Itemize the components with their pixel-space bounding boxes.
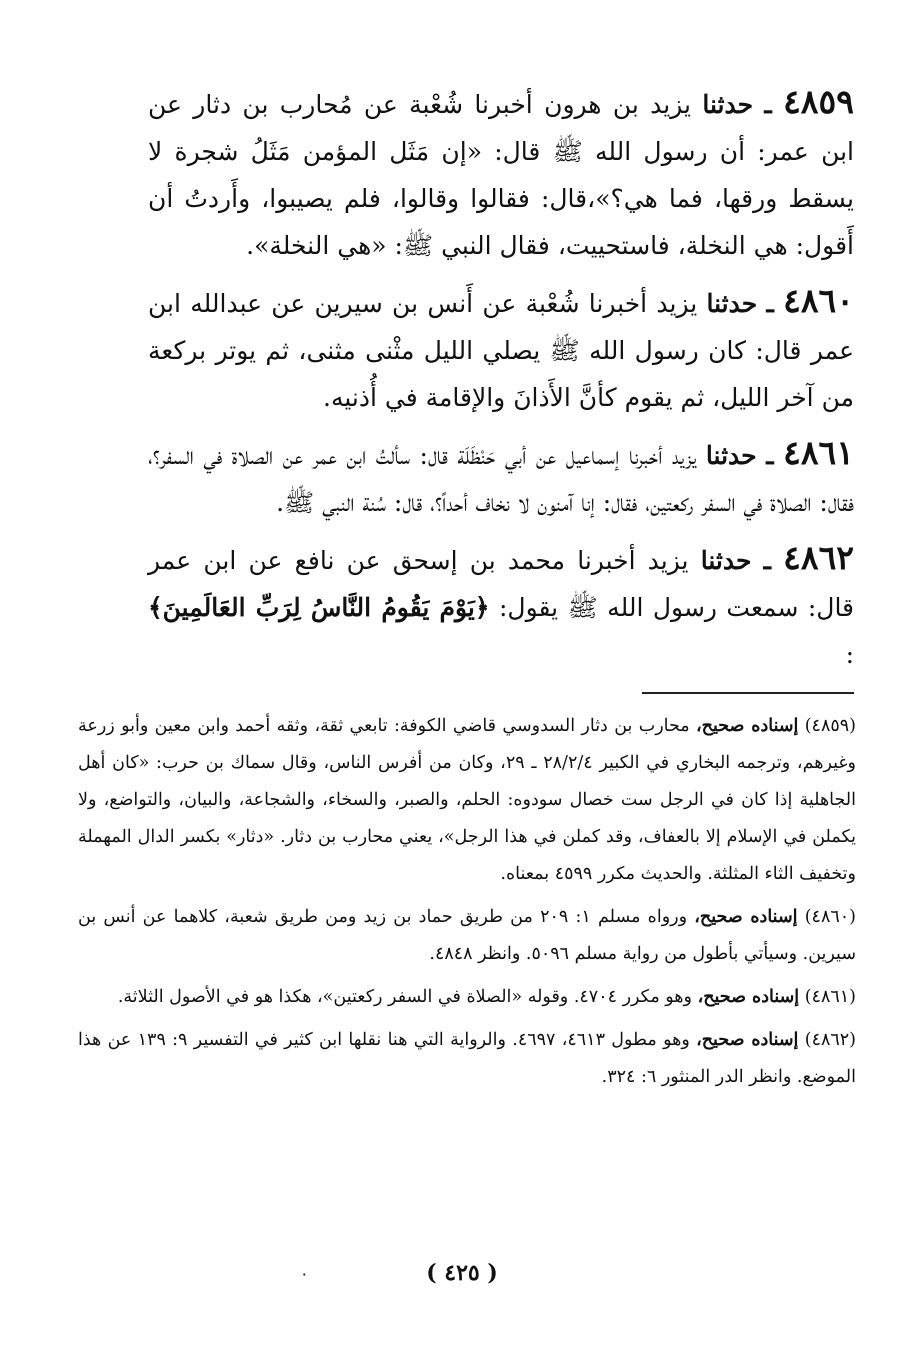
footnote-ref: (٤٨٦٢) [804, 1030, 856, 1050]
footnote-4859 [78, 708, 856, 893]
hadith-4862 [148, 534, 854, 678]
hadith-number: ٤٨٥٩ [783, 82, 854, 121]
footnote-text: محارب بن دثار السدوسي قاضي الكوفة: تابعي ثقة، وثقه أحمد وابن معين وأبو زرعة وغيرهم، وترجمه البخاري في الكبير ٢٨/٢/٤ ـ ٢٩، وكان من أفرس الناس، وقال سماك بن حرب: «كان أهل الجاهلية إذا كان في الرجل ست خصال سودوه: الحلم، والصبر، والسخاء، والشجاعة، والبيان، والتواضع، ولا يكملن في الإسلام إلا بالعفاف، وقد كملن في هذا الرجل»، يعني محارب بن دثار. «دثار» بكسر الدال المهملة وتخفيف الثاء المثلثة. والحديث مكرر ٤٥٩٩ بمعناه. [78, 716, 856, 884]
hadith-text: يزيد أخبرنا محمد بن إسحق عن نافع عن ابن عمر قال: سمعت رسول الله ﷺ يقول: [148, 546, 855, 622]
footnote-4861 [78, 979, 856, 1016]
hadith-dash: ـ [763, 546, 771, 575]
hadith-lead: حدثنا [700, 546, 752, 575]
hadith-text: يزيد بن هرون أخبرنا شُعْبة عن مُحارب بن دثار عن ابن عمر: أن رسول الله ﷺ قال: «إن مَثَل المؤمن مَثَلُ شجرة لا يسقط ورقها، فما هي؟»،قال: فقالوا وقالوا، فلم يصيبوا، وأَردتُ أن أَقول: هي النخلة، فاستحييت، فقال النبي ﷺ: «هي النخلة». [148, 90, 854, 260]
footnote-text: وهو مطول ٤٦١٣، ٤٦٩٧. والرواية التي هنا نقلها ابن كثير في التفسير ٩: ١٣٩ عن هذا الموضع. وانظر الدر المنثور ٦: ٣٢٤. [78, 1030, 856, 1087]
footnote-head: إسناده صحيح، [696, 1030, 799, 1050]
hadith-tail: : [845, 640, 854, 669]
hadith-lead: حدثنا [702, 90, 754, 119]
hadith-4861 [148, 429, 854, 526]
footnote-ref: (٤٨٥٩) [804, 716, 856, 736]
footnote-4862 [78, 1022, 856, 1096]
footnotes [78, 708, 856, 1102]
quran-verse: ﴿يَوْمَ يَقُومُ النَّاسُ لِرَبِّ العَالَمِينَ﴾ [148, 593, 490, 622]
footnote-separator [642, 692, 854, 694]
hadith-dash: ـ [764, 90, 772, 119]
hadith-lead: حدثنا [705, 441, 757, 470]
hadith-number: ٤٨٦١ [783, 433, 855, 472]
margin-mark: ٠ [300, 1264, 309, 1283]
footnote-head: إسناده صحيح، [696, 716, 799, 736]
hadith-number: ٤٨٦٠ [783, 281, 855, 320]
footnote-ref: (٤٨٦١) [804, 987, 856, 1007]
hadith-4860 [148, 277, 854, 421]
hadith-dash: ـ [766, 441, 774, 470]
hadith-number: ٤٨٦٢ [783, 538, 855, 577]
hadith-lead: حدثنا [706, 289, 758, 318]
footnote-text: ورواه مسلم ١: ٢٠٩ من طريق حماد بن زيد ومن طريق شعبة، كلاهما عن أنس بن سيرين. وسيأتي بأطول من رواية مسلم ٥٠٩٦. وانظر ٤٨٤٨. [78, 907, 856, 964]
footnote-ref: (٤٨٦٠) [804, 907, 856, 927]
hadith-text: يزيد أخبرنا إسماعيل عن أبي حَنْظَلَة قال: سألتُ ابن عمر عن الصلاة في السفر؟، فقال: الصلاة في السفر ركعتين، فقال: إنا آمنون لا نخاف أحداً؟، قال: سُنة النبي ﷺ. [148, 441, 854, 517]
page-number: ( ٤٢٥ ) [426, 1260, 498, 1286]
footnote-4860 [78, 899, 856, 973]
hadith-4859 [148, 78, 854, 269]
main-text [148, 78, 854, 686]
footnote-head: إسناده صحيح، [694, 907, 798, 927]
footnote-text: وهو مكرر ٤٧٠٤. وقوله «الصلاة في السفر ركعتين»، هكذا هو في الأصول الثلاثة. [117, 987, 692, 1007]
hadith-text: يزيد أخبرنا شُعْبة عن أَنس بن سيرين عن عبدالله ابن عمر قال: كان رسول الله ﷺ يصلي الليل مثْنى مثنى، ثم يوتر بركعة من آخر الليل، ثم يقوم كأنَّ الأَذانَ والإقامة في أُذنيه. [148, 289, 854, 412]
hadith-dash: ـ [766, 289, 774, 318]
footnote-head: إسناده صحيح، [697, 987, 800, 1007]
